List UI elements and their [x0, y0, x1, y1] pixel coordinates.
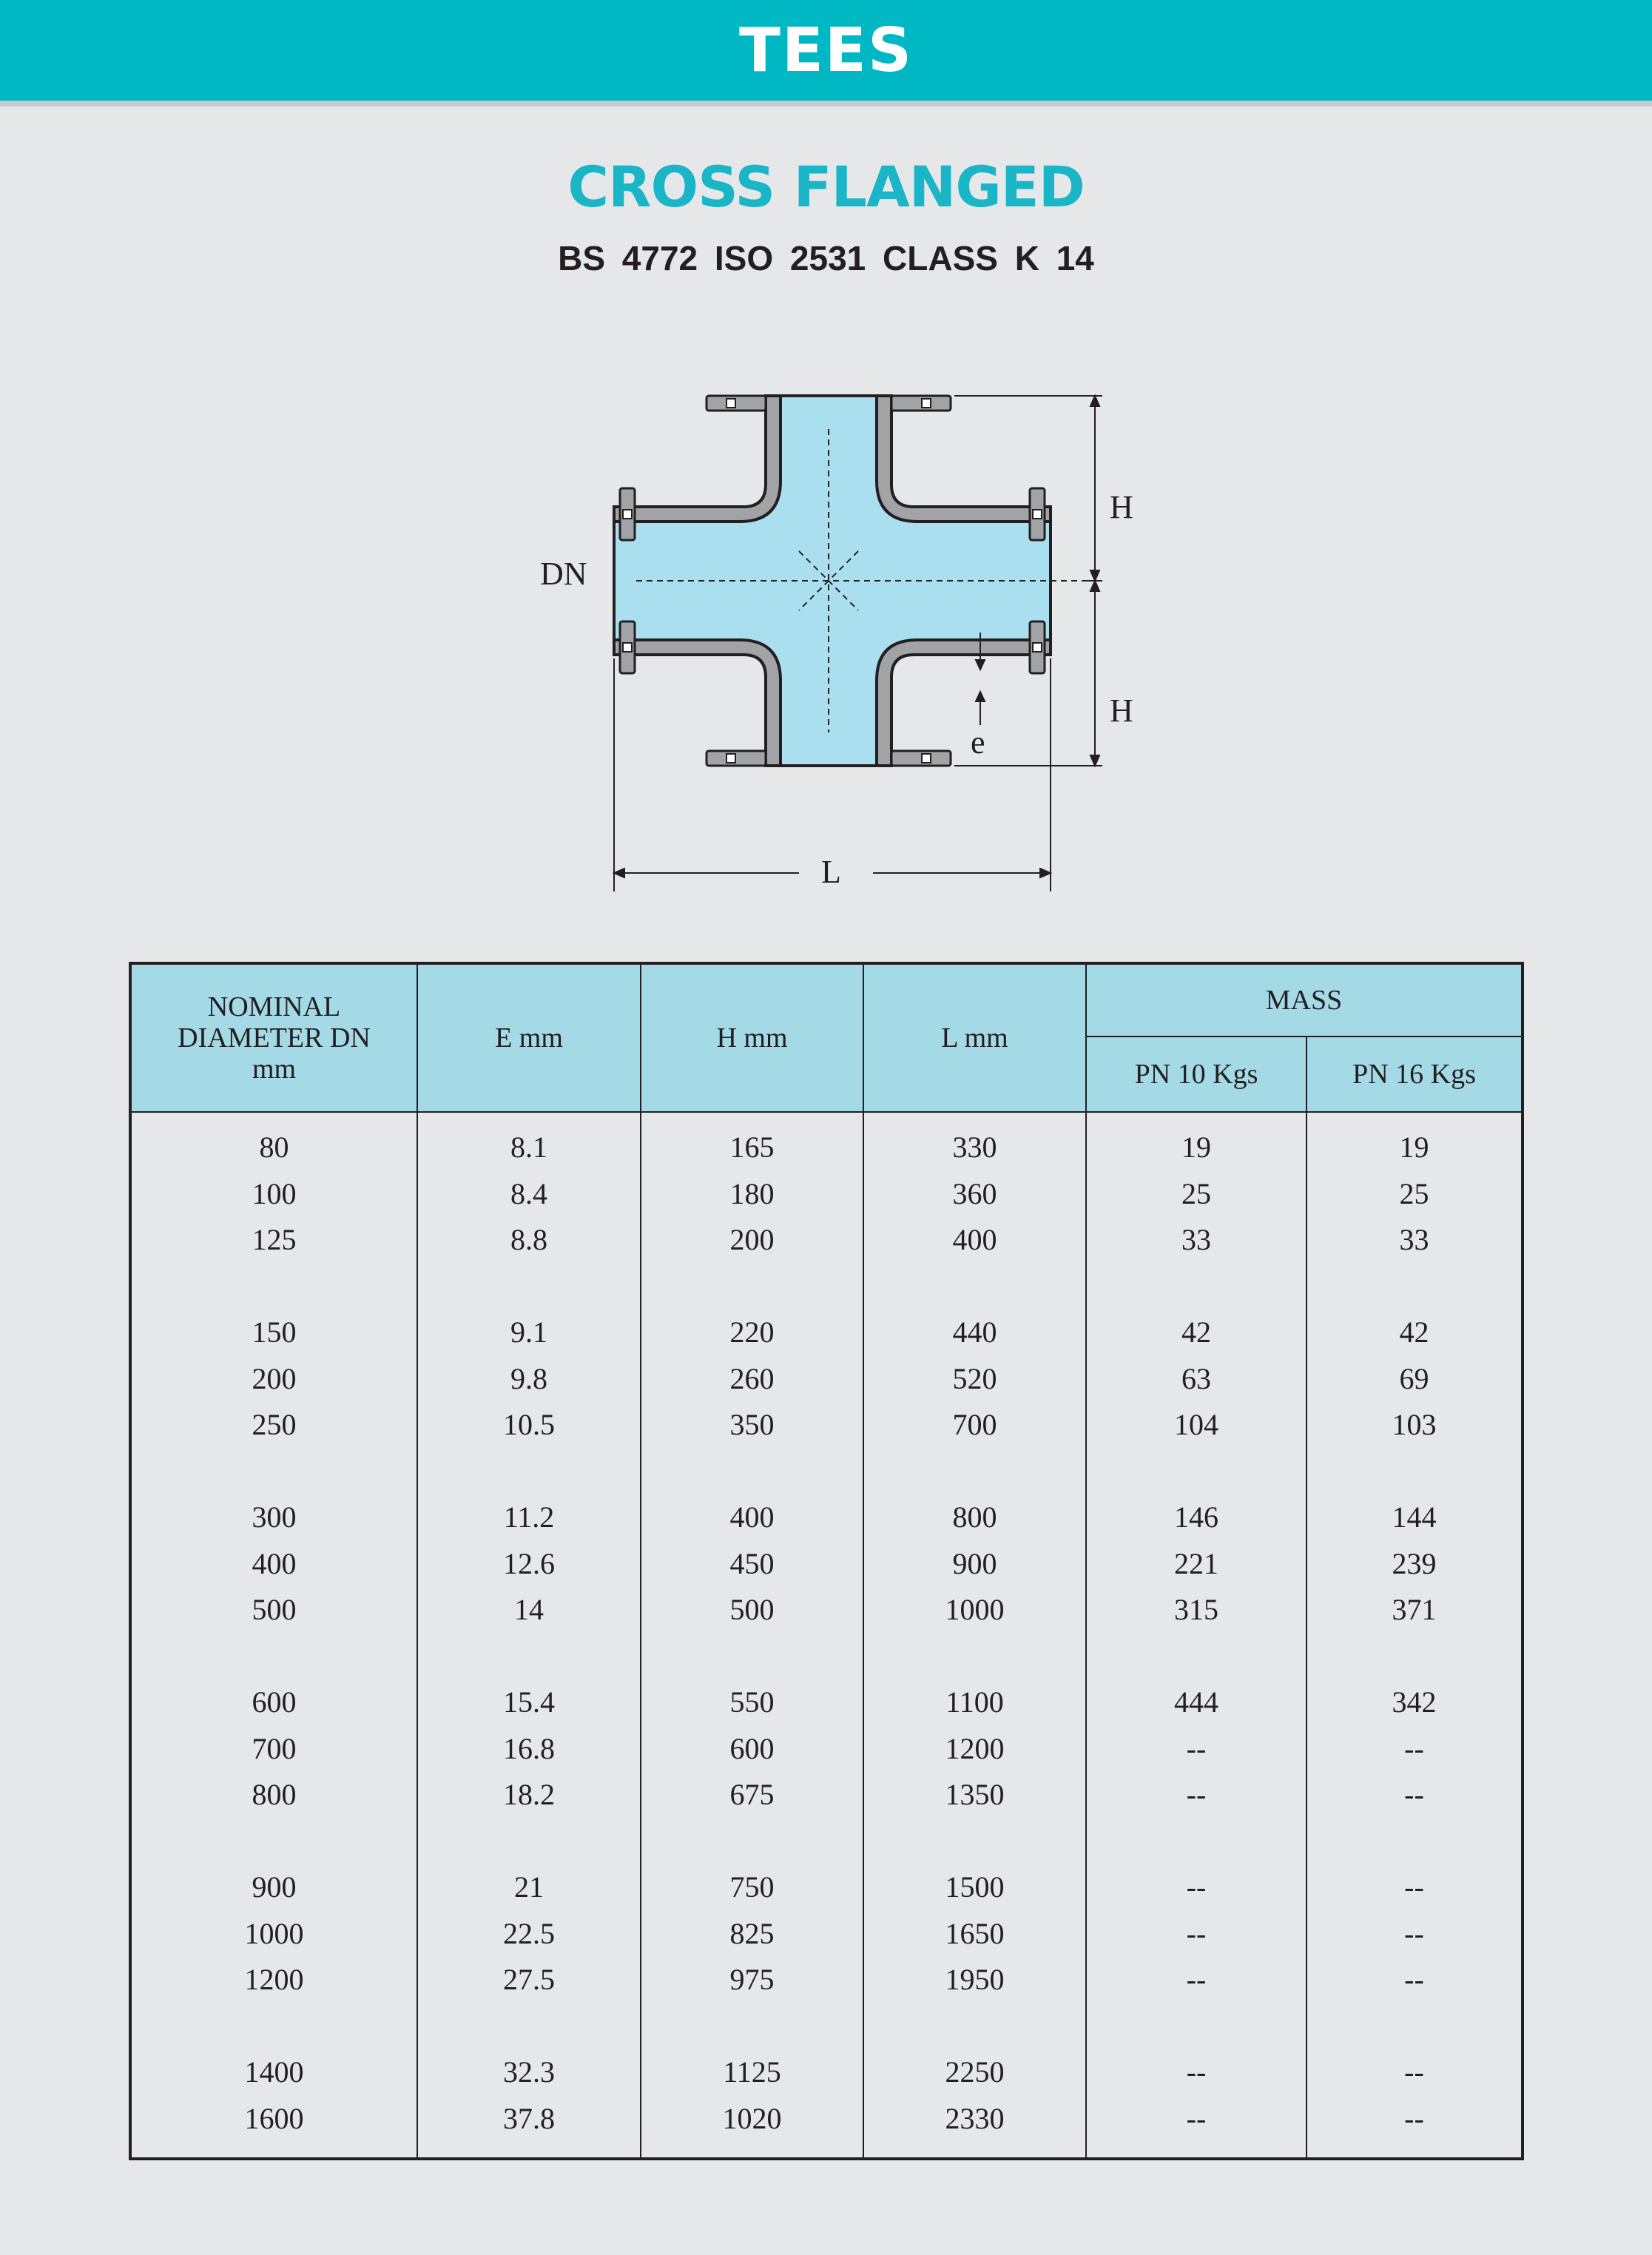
table-cell-l: 1200 — [945, 1731, 1005, 1765]
table-cell-pn16: 69 — [1399, 1361, 1429, 1395]
dimensions-table — [129, 962, 1524, 2160]
table-cell-dn: 600 — [252, 1685, 297, 1719]
table-cell-pn10: -- — [1186, 1963, 1207, 1996]
nominal-header-line1: NOMINAL — [207, 991, 341, 1022]
table-cell-e: 9.1 — [510, 1315, 547, 1349]
table-cell-dn: 400 — [252, 1546, 297, 1580]
col-header-nominal-diameter — [132, 965, 417, 1112]
table-cell-pn16: 42 — [1399, 1315, 1429, 1349]
table-cell-e: 32.3 — [503, 2055, 555, 2089]
table-cell-l: 1350 — [945, 1778, 1005, 1811]
table-cell-pn10: -- — [1186, 1870, 1207, 1904]
label-dn: DN — [540, 556, 587, 592]
table-cell-l: 520 — [952, 1361, 997, 1395]
table-cell-l: 2330 — [945, 2101, 1005, 2135]
table-cell-dn: 200 — [252, 1361, 297, 1395]
column-pn10 — [1086, 1112, 1307, 2157]
table-cell-e: 22.5 — [503, 1916, 555, 1950]
table-cell-pn16: 371 — [1392, 1593, 1437, 1626]
table-cell-pn10: -- — [1186, 1778, 1207, 1811]
table-cell-pn16: 342 — [1392, 1685, 1437, 1719]
table-cell-l: 1100 — [945, 1685, 1004, 1719]
table-cell-dn: 900 — [252, 1870, 297, 1904]
table-cell-pn16: -- — [1404, 2055, 1424, 2089]
col-header-e: E mm — [417, 965, 641, 1112]
table-cell-h: 180 — [729, 1176, 775, 1210]
table-cell-l: 1500 — [945, 1870, 1005, 1904]
table-cell-h: 750 — [729, 1870, 775, 1904]
column-pn16 — [1307, 1112, 1521, 2157]
table-cell-h: 675 — [729, 1778, 775, 1811]
nominal-header-line2: DIAMETER DN — [178, 1022, 371, 1054]
table-cell-l: 2250 — [945, 2055, 1005, 2089]
table-cell-h: 550 — [729, 1685, 775, 1719]
col-header-mass: MASS — [1086, 965, 1521, 1037]
col-header-l: L mm — [863, 965, 1086, 1112]
table-cell-e: 27.5 — [503, 1963, 555, 1996]
table-cell-dn: 1000 — [244, 1916, 304, 1950]
table-cell-e: 18.2 — [503, 1778, 555, 1811]
table-cell-l: 900 — [952, 1546, 997, 1580]
table-cell-l: 700 — [952, 1408, 997, 1441]
table-cell-e: 8.8 — [510, 1223, 547, 1256]
table-cell-e: 8.4 — [510, 1176, 547, 1210]
nominal-header-line3: mm — [252, 1054, 297, 1085]
table-cell-l: 1950 — [945, 1963, 1005, 1996]
table-cell-dn: 1400 — [244, 2055, 304, 2089]
table-cell-pn10: 33 — [1181, 1223, 1211, 1256]
banner-title: TEES — [738, 15, 914, 86]
column-h — [641, 1112, 863, 2157]
table-cell-pn16: -- — [1404, 1778, 1424, 1811]
table-cell-e: 37.8 — [503, 2101, 555, 2135]
table-cell-h: 500 — [729, 1593, 775, 1626]
table-cell-pn16: 144 — [1392, 1500, 1437, 1534]
table-cell-dn: 250 — [252, 1408, 297, 1441]
table-cell-l: 1000 — [945, 1593, 1005, 1626]
table-cell-e: 12.6 — [503, 1546, 555, 1580]
table-cell-h: 1020 — [722, 2101, 782, 2135]
table-cell-e: 11.2 — [503, 1500, 555, 1534]
table-cell-pn10: 63 — [1181, 1361, 1211, 1395]
column-dn — [132, 1112, 417, 2157]
table-cell-dn: 500 — [252, 1593, 297, 1626]
table-cell-e: 8.1 — [510, 1130, 547, 1164]
table-cell-pn10: -- — [1186, 1731, 1207, 1765]
column-l — [863, 1112, 1086, 2157]
label-l: L — [821, 854, 841, 890]
table-cell-pn16: -- — [1404, 1870, 1424, 1904]
table-cell-h: 400 — [729, 1500, 775, 1534]
table-cell-dn: 150 — [252, 1315, 297, 1349]
label-h-bottom: H — [1110, 692, 1133, 729]
table-cell-pn16: 19 — [1399, 1130, 1429, 1164]
cross-flanged-diagram — [518, 370, 1169, 910]
product-title: CROSS FLANGED — [567, 154, 1085, 220]
table-cell-h: 450 — [729, 1546, 775, 1580]
table-cell-e: 10.5 — [503, 1408, 555, 1441]
table-cell-dn: 700 — [252, 1731, 297, 1765]
table-cell-pn16: 239 — [1392, 1546, 1437, 1580]
table-cell-h: 825 — [729, 1916, 775, 1950]
table-cell-pn16: -- — [1404, 2101, 1424, 2135]
table-cell-l: 1650 — [945, 1916, 1005, 1950]
table-cell-h: 600 — [729, 1731, 775, 1765]
table-cell-h: 165 — [729, 1130, 775, 1164]
table-cell-dn: 100 — [252, 1176, 297, 1210]
table-cell-pn16: 25 — [1399, 1176, 1429, 1210]
table-cell-l: 330 — [952, 1130, 997, 1164]
header-banner — [0, 0, 1652, 107]
table-cell-pn10: -- — [1186, 2055, 1207, 2089]
table-cell-dn: 80 — [259, 1130, 289, 1164]
table-cell-pn10: -- — [1186, 2101, 1207, 2135]
product-standards: BS 4772 ISO 2531 CLASS K 14 — [558, 239, 1094, 277]
table-cell-pn10: 19 — [1181, 1130, 1211, 1164]
table-cell-pn10: 104 — [1174, 1408, 1218, 1441]
table-cell-pn16: 33 — [1399, 1223, 1429, 1256]
table-cell-h: 220 — [729, 1315, 775, 1349]
table-cell-pn16: -- — [1404, 1731, 1424, 1765]
table-cell-pn10: 146 — [1174, 1500, 1218, 1534]
table-cell-pn16: -- — [1404, 1916, 1424, 1950]
table-cell-dn: 300 — [252, 1500, 297, 1534]
table-cell-dn: 125 — [252, 1223, 297, 1256]
table-cell-e: 21 — [514, 1870, 544, 1904]
label-h-top: H — [1110, 489, 1133, 525]
table-cell-pn10: -- — [1186, 1916, 1207, 1950]
table-cell-pn16: -- — [1404, 1963, 1424, 1996]
table-cell-h: 350 — [729, 1408, 775, 1441]
table-cell-h: 1125 — [723, 2055, 781, 2089]
table-cell-h: 260 — [729, 1361, 775, 1395]
table-cell-e: 9.8 — [510, 1361, 547, 1395]
table-cell-dn: 1600 — [244, 2101, 304, 2135]
table-cell-h: 975 — [729, 1963, 775, 1996]
table-cell-pn10: 42 — [1181, 1315, 1211, 1349]
table-cell-l: 440 — [952, 1315, 997, 1349]
column-e — [417, 1112, 641, 2157]
table-cell-dn: 800 — [252, 1778, 297, 1811]
table-cell-h: 200 — [729, 1223, 775, 1256]
table-cell-pn16: 103 — [1392, 1408, 1437, 1441]
table-cell-pn10: 315 — [1174, 1593, 1218, 1626]
table-cell-e: 16.8 — [503, 1731, 555, 1765]
col-header-pn16: PN 16 Kgs — [1307, 1037, 1521, 1112]
label-e: e — [971, 724, 985, 761]
col-header-pn10: PN 10 Kgs — [1086, 1037, 1307, 1112]
table-cell-l: 360 — [952, 1176, 997, 1210]
table-cell-dn: 1200 — [244, 1963, 304, 1996]
col-header-h: H mm — [641, 965, 863, 1112]
table-cell-pn10: 25 — [1181, 1176, 1211, 1210]
table-cell-l: 400 — [952, 1223, 997, 1256]
table-cell-pn10: 444 — [1174, 1685, 1218, 1719]
table-cell-l: 800 — [952, 1500, 997, 1534]
table-cell-pn10: 221 — [1174, 1546, 1218, 1580]
table-cell-e: 14 — [514, 1593, 544, 1626]
table-cell-e: 15.4 — [503, 1685, 555, 1719]
